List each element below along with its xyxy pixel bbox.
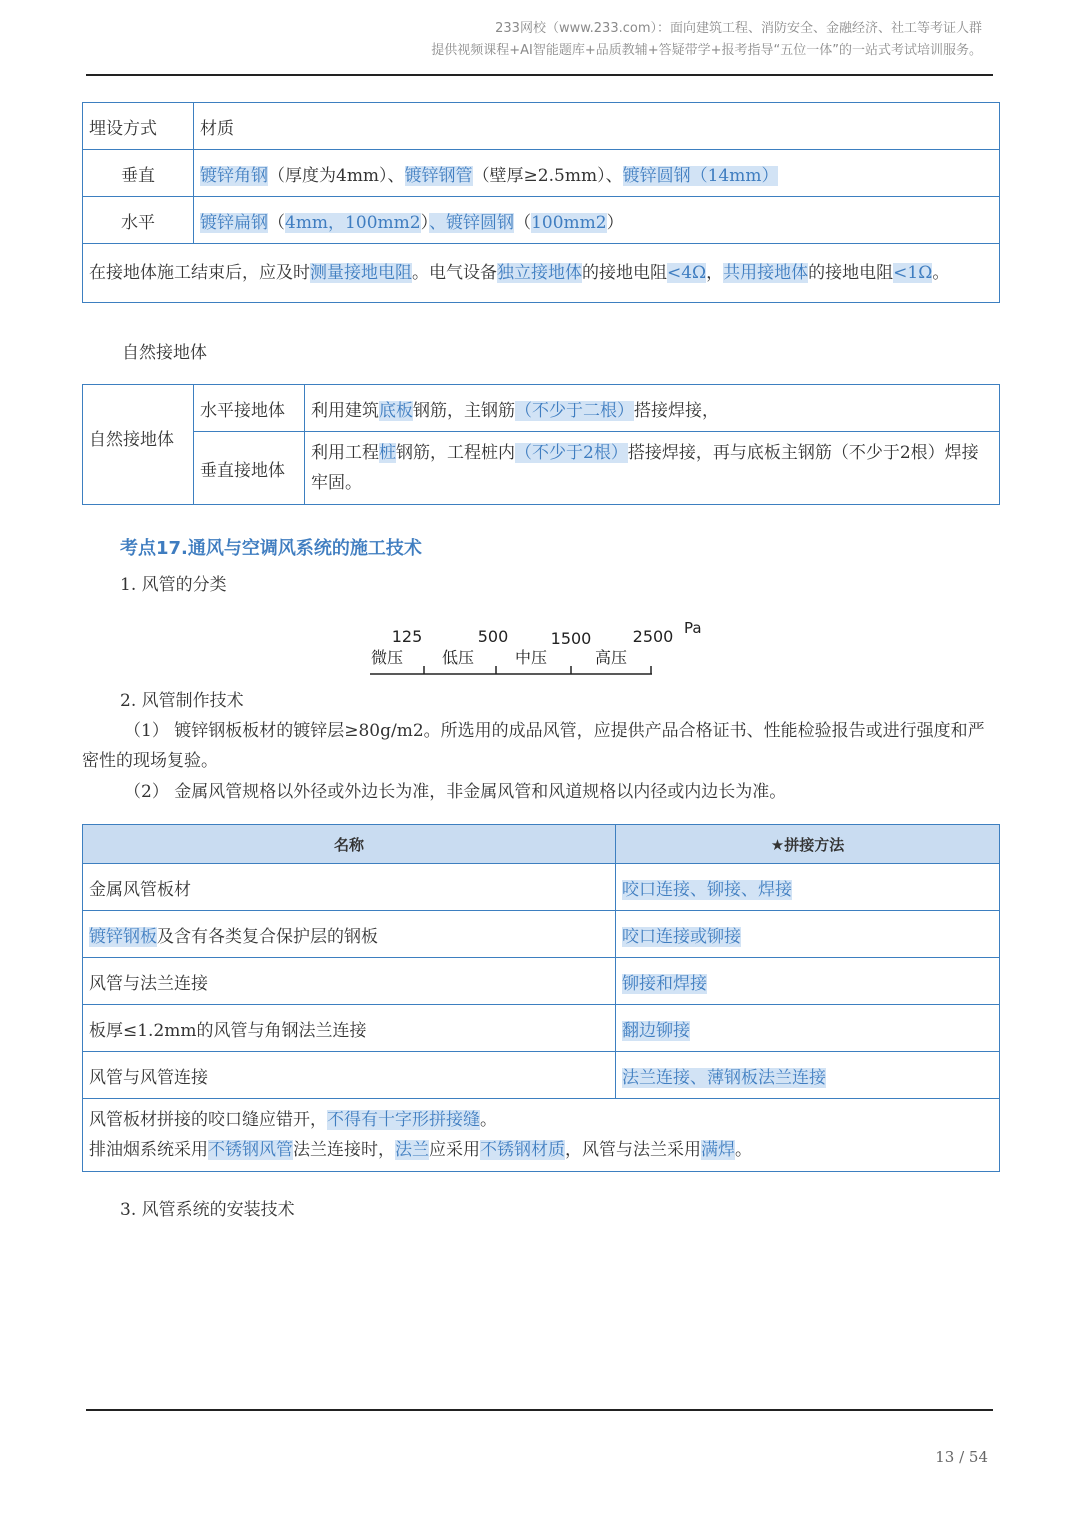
plain-text: 风管板材拼接的咬口缝应错开， <box>89 1110 327 1130</box>
highlight-text: <1Ω <box>893 263 933 283</box>
plain-text: 及含有各类复合保护层的钢板 <box>157 926 378 947</box>
highlight-text: 100mm2 <box>531 212 607 233</box>
highlight-text: （不少于2根） <box>515 443 628 463</box>
plain-text: 金属风管板材 <box>89 879 191 900</box>
plain-text: 。 <box>932 263 950 283</box>
horizontal-grounding-desc <box>305 385 1000 432</box>
natural-grounding-table <box>82 384 1000 505</box>
item-2-heading: 2. 风管制作技术 <box>120 691 244 711</box>
natural-grounding-label: 自然接地体 <box>83 385 194 505</box>
joining-item-name <box>83 864 616 911</box>
table-row <box>83 385 1000 432</box>
highlight-text: 镀锌扁钢 <box>200 212 268 233</box>
plain-text: 搭接焊接， <box>634 400 719 421</box>
vertical-materials <box>194 150 1000 197</box>
joining-item-name <box>83 958 616 1005</box>
threshold-label: 1500 <box>550 629 592 648</box>
duct-pressure-scale <box>360 612 720 682</box>
joining-method <box>616 1052 1000 1099</box>
highlight-text: 底板 <box>379 400 413 421</box>
pressure-class-label: 中压 <box>514 648 548 667</box>
table-header-cell: 埋设方式 <box>83 103 194 150</box>
item-3-heading: 3. 风管系统的安装技术 <box>120 1200 295 1220</box>
table-row <box>83 244 1000 303</box>
highlight-text: 不得有十字形拼接缝 <box>327 1110 480 1130</box>
table-row <box>83 432 1000 505</box>
plain-text: 。电气设备 <box>412 263 497 283</box>
section-title: 考点17.通风与空调风系统的施工技术 <box>120 538 422 559</box>
threshold-label: 125 <box>391 627 423 646</box>
highlight-text: 满焊 <box>701 1140 735 1160</box>
natural-grounding-heading: 自然接地体 <box>122 343 207 363</box>
table-row <box>83 958 1000 1005</box>
pressure-class-label: 微压 <box>370 648 404 667</box>
plain-text: 的接地电阻 <box>582 263 667 283</box>
table-row <box>83 197 1000 244</box>
duct-joining-table <box>82 824 1000 1172</box>
item-1-heading: 1. 风管的分类 <box>120 575 227 595</box>
pressure-class-label: 低压 <box>441 648 475 667</box>
row-label-horizontal: 水平 <box>83 197 194 244</box>
joining-method <box>616 958 1000 1005</box>
threshold-label: 2500 <box>632 627 674 646</box>
plain-text: 钢筋，工程桩内 <box>396 443 515 463</box>
joining-method <box>616 864 1000 911</box>
table-row <box>83 864 1000 911</box>
joining-method <box>616 911 1000 958</box>
highlight-text: 镀锌角钢 <box>200 165 268 186</box>
highlight-text: 共用接地体 <box>723 263 809 283</box>
highlight-text: 咬口连接或铆接 <box>622 926 741 947</box>
highlight-text: 咬口连接、铆接、焊接 <box>622 879 792 900</box>
plain-text: 法兰连接时， <box>293 1140 395 1160</box>
table-row <box>83 1052 1000 1099</box>
row-label-vertical: 垂直 <box>83 150 194 197</box>
highlight-text: 镀锌钢管 <box>404 165 473 186</box>
highlight-text: （不少于二根） <box>515 400 634 421</box>
plain-text: 的接地电阻 <box>808 263 894 283</box>
highlight-text: 独立接地体 <box>497 263 582 283</box>
plain-text: （厚度为4mm）、 <box>268 165 405 186</box>
footer-rule <box>86 1409 993 1411</box>
plain-text: （ <box>514 212 532 233</box>
highlight-text: 法兰 <box>395 1140 429 1160</box>
highlight-text: 法兰连接、薄钢板法兰连接 <box>622 1067 826 1088</box>
highlight-text: 镀锌圆钢（14mm） <box>622 165 779 186</box>
plain-text: 在接地体施工结束后，应及时 <box>89 263 310 283</box>
joining-note-1 <box>89 1105 993 1135</box>
table-header-cell: ★拼接方法 <box>616 825 1000 864</box>
table-header-cell: 材质 <box>194 103 1000 150</box>
vertical-grounding-desc <box>305 432 1000 505</box>
plain-text: 。 <box>735 1140 752 1160</box>
joining-notes <box>83 1099 1000 1172</box>
horizontal-grounding-label: 水平接地体 <box>194 385 305 432</box>
threshold-label: 500 <box>477 627 509 646</box>
highlight-text: 镀锌钢板 <box>89 926 157 947</box>
plain-text: 利用建筑 <box>311 400 379 421</box>
plain-text: 风管与法兰连接 <box>89 973 208 994</box>
plain-text: （ <box>268 212 285 233</box>
table-row <box>83 911 1000 958</box>
highlight-text: 测量接地电阻 <box>310 263 412 283</box>
highlight-text: 翻边铆接 <box>622 1020 690 1041</box>
plain-text: 利用工程 <box>311 443 379 463</box>
plain-text: 板厚≤1.2mm的风管与角钢法兰连接 <box>89 1020 367 1041</box>
highlight-text: 不锈钢材质 <box>480 1140 565 1160</box>
header-line-1: 233网校（www.233.com）：面向建筑工程、消防安全、金融经济、社工等考证人群 <box>495 21 982 36</box>
header-rule <box>86 74 993 76</box>
table-row <box>83 1099 1000 1172</box>
plain-text: ， <box>706 263 724 283</box>
plain-text: 。 <box>480 1110 497 1130</box>
joining-item-name <box>83 911 616 958</box>
highlight-text: 不锈钢风管 <box>208 1140 293 1160</box>
highlight-text: 、镀锌圆钢 <box>429 212 515 233</box>
plain-text: 应采用 <box>429 1140 480 1160</box>
vertical-grounding-label: 垂直接地体 <box>194 432 305 505</box>
highlight-text: 4mm，100mm2 <box>285 212 421 233</box>
plain-text: 排油烟系统采用 <box>89 1140 208 1160</box>
unit-label: Pa <box>684 619 702 637</box>
plain-text: ） <box>420 212 430 233</box>
page-number: 13 / 54 <box>935 1448 988 1466</box>
plain-text: 钢筋，主钢筋 <box>413 400 515 421</box>
table-row <box>83 150 1000 197</box>
highlight-text: <4Ω <box>667 263 707 283</box>
joining-item-name <box>83 1052 616 1099</box>
grounding-material-table <box>82 102 1000 303</box>
plain-text: ） <box>606 212 624 233</box>
plain-text: ，风管与法兰采用 <box>565 1140 701 1160</box>
paragraph-2: （2） 金属风管规格以外径或外边长为准，非金属风管和风道规格以内径或内边长为准。 <box>124 782 787 802</box>
highlight-text: 桩 <box>379 443 396 463</box>
horizontal-materials <box>194 197 1000 244</box>
joining-item-name <box>83 1005 616 1052</box>
plain-text: 风管与风管连接 <box>89 1067 208 1088</box>
page-header <box>431 18 982 62</box>
table-header-cell: 名称 <box>83 825 616 864</box>
joining-method <box>616 1005 1000 1052</box>
table-row <box>83 825 1000 864</box>
pressure-class-label: 高压 <box>594 648 628 667</box>
plain-text: （壁厚≥2.5mm）、 <box>472 165 623 186</box>
plain-text: 搭接焊接，再与底板主钢筋（不少于2根）焊接牢固。 <box>311 443 979 493</box>
paragraph-1: （1） 镀锌钢板板材的镀锌层≥80g/m2。所选用的成品风管，应提供产品合格证书、性能检验报告或进行强度和严密性的现场复验。 <box>82 721 985 771</box>
joining-note-2 <box>89 1135 993 1165</box>
table-row <box>83 1005 1000 1052</box>
grounding-note <box>83 244 1000 303</box>
highlight-text: 铆接和焊接 <box>622 973 707 994</box>
header-line-2: 提供视频课程+AI智能题库+品质教辅+答疑带学+报考指导“五位一体”的一站式考试培训服务。 <box>431 43 982 58</box>
table-row <box>83 103 1000 150</box>
